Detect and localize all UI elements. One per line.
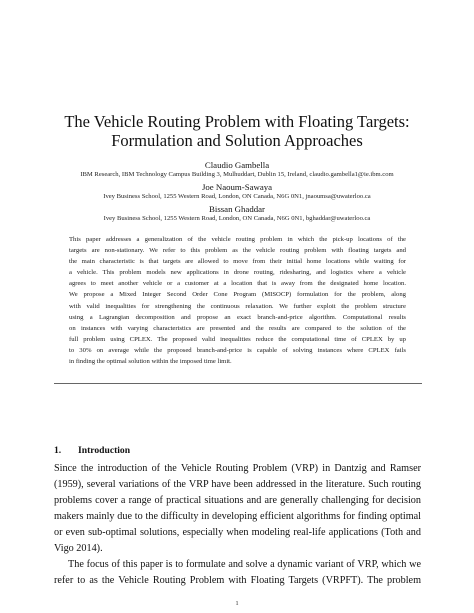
paper-title-line-2: Formulation and Solution Approaches: [111, 131, 363, 150]
body-line: makers mainly due to the difficulty in developing efficient algorithms for finding optimal: [54, 510, 421, 522]
abstract-line: with valid inequalities for strengthening the continuous relaxation. We further exploit the problem structure: [69, 302, 406, 310]
section-number: 1.: [54, 445, 62, 456]
abstract-line: This paper addresses a generalization of the vehicle routing problem in which the pick-up locations of the: [69, 236, 406, 243]
intro-paragraph-1: [54, 461, 421, 556]
abstract-line: the main characteristic is that targets are allowed to move from their initial home locations while waiting for: [69, 258, 406, 266]
section-heading: [54, 445, 130, 457]
abstract-line: agrees to meet another vehicle or a customer at a location that is away from the designated home location.: [69, 280, 406, 288]
abstract-line: on instances with varying characteristics are presented and the results are compared to the solution of the: [69, 324, 406, 332]
body-line: refer to as the Vehicle Routing Problem with Floating Targets (VRPFT). The problem: [54, 574, 421, 586]
author-affiliation-3: Ivey Business School, 1255 Western Road, London, ON Canada, N6G 0N1, bghaddar@uwaterloo.ca: [103, 215, 371, 222]
body-line: (1959), several variations of the VRP have been addressed in the literature. Such routing: [54, 478, 421, 490]
body-line: The focus of this paper is to formulate and solve a dynamic variant of VRP, which we: [68, 559, 421, 570]
body-line: problems cover a range of practical situations and are generally challenging for decision: [54, 494, 421, 506]
section-title: Introduction: [78, 445, 131, 456]
abstract-divider: [54, 383, 422, 384]
paper-title-line-1: The Vehicle Routing Problem with Floating Targets:: [64, 112, 410, 131]
body-line: Vigo 2014).: [54, 542, 103, 554]
abstract-line: a vehicle. This problem models new applications in drone routing, ridesharing, and logistics where a vehicle: [69, 269, 406, 277]
abstract-line: full problem using CPLEX. The proposed valid inequalities reduce the computational time of CPLEX by up: [69, 335, 406, 343]
intro-paragraph-2: [54, 557, 421, 589]
author-name-2: Joe Naoum-Sawaya: [201, 182, 273, 192]
author-affiliation-1: IBM Research, IBM Technology Campus Building 3, Mulhuddart, Dublin 15, Ireland, claudio.gambella1@ie.ibm.com: [80, 171, 394, 178]
abstract-line: using a Lagrangian decomposition and propose an exact branch-and-price algorithm. Computational results: [69, 313, 406, 321]
abstract-line: targets are non-stationary. We refer to this problem as the vehicle routing problem with floating targets and: [69, 247, 406, 255]
abstract: [69, 234, 406, 367]
author-name-3: Bissan Ghaddar: [209, 204, 265, 214]
body-line: Since the introduction of the Vehicle Routing Problem (VRP) in Dantzig and Ramser: [54, 463, 421, 474]
page-number: 1: [235, 600, 239, 607]
abstract-line: in finding the optimal solution within the imposed time limit.: [69, 358, 232, 366]
abstract-line: We propose a Mixed Integer Second Order Cone Program (MISOCP) formulation for the problem, along: [69, 291, 406, 299]
body-line: or even sub-optimal solutions, especially when modeling real-life applications (Toth and: [54, 526, 421, 538]
abstract-line: to 30% on average while the proposed branch-and-price is capable of solving instances where CPLEX fails: [69, 346, 406, 354]
author-affiliation-2: Ivey Business School, 1255 Western Road, London, ON Canada, N6G 0N1, jnaoumsa@uwaterloo.ca: [103, 193, 371, 200]
author-name-1: Claudio Gambella: [204, 160, 270, 170]
